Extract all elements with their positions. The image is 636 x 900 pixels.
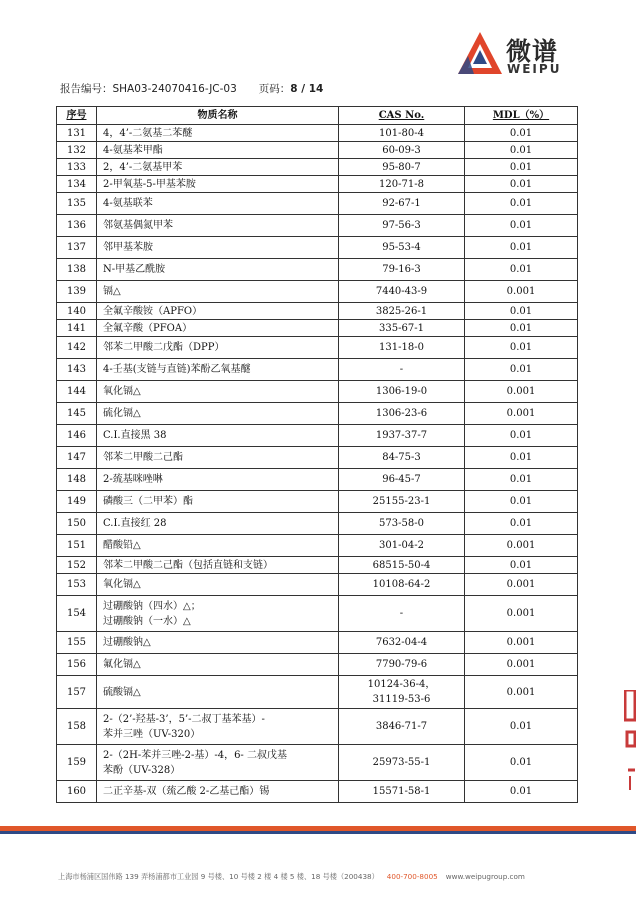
cell-cas-no [339, 303, 465, 320]
table-header-row [57, 107, 578, 125]
cell-substance-name [97, 142, 339, 159]
cell-mdl: 0.01 [465, 176, 578, 193]
cell-seq: 139 [57, 281, 97, 303]
cell-mdl: 0.01 [465, 469, 578, 491]
cas-number-line: 1937-37-7 [375, 430, 428, 441]
cell-mdl: 0.001 [465, 654, 578, 676]
cell-cas-no [339, 359, 465, 381]
cell-mdl: 0.001 [465, 676, 578, 709]
cell-cas-no [339, 535, 465, 557]
company-logo [456, 30, 576, 78]
cell-mdl: 0.01 [465, 259, 578, 281]
header-mdl: MDL（%） [465, 107, 578, 125]
cell-seq: 153 [57, 574, 97, 596]
cell-cas-no [339, 574, 465, 596]
table-row [57, 557, 578, 574]
table-row [57, 425, 578, 447]
substance-name-line: 过硼酸钠（一水）△ [103, 615, 191, 627]
cell-cas-no [339, 654, 465, 676]
substance-name-line: 邻苯二甲酸二己酯 [103, 452, 183, 463]
substance-name-line: 2-（2H-苯并三唑-2-基）-4，6- 二叔戊基 [103, 749, 287, 761]
substance-name-line: 2-（2’-羟基-3’，5’-二叔丁基苯基）- [103, 713, 265, 725]
report-number: SHA03-24070416-JC-03 [112, 83, 237, 95]
cell-seq: 159 [57, 745, 97, 781]
cas-number-line: - [399, 608, 404, 619]
cell-mdl: 0.001 [465, 403, 578, 425]
cell-mdl: 0.001 [465, 596, 578, 632]
cell-cas-no [339, 159, 465, 176]
cell-substance-name [97, 425, 339, 447]
substance-name-line: 4-氨基苯甲酯 [103, 144, 163, 156]
table-row [57, 193, 578, 215]
cas-number-line: 97-56-3 [382, 220, 421, 231]
table-row [57, 596, 578, 632]
cell-mdl: 0.01 [465, 513, 578, 535]
table-row [57, 469, 578, 491]
cell-seq: 155 [57, 632, 97, 654]
substance-name-line: 氧化镉△ [103, 386, 141, 397]
cell-cas-no [339, 709, 465, 745]
cas-number-line: 92-67-1 [382, 198, 421, 209]
cell-seq: 141 [57, 320, 97, 337]
cas-number-line: 573-58-0 [379, 518, 424, 529]
cell-seq: 148 [57, 469, 97, 491]
cell-mdl: 0.01 [465, 447, 578, 469]
cell-mdl: 0.01 [465, 781, 578, 803]
cell-substance-name [97, 281, 339, 303]
table-row [57, 281, 578, 303]
cell-substance-name [97, 596, 339, 632]
cell-cas-no [339, 237, 465, 259]
footer-address: 上海市杨浦区国伟路 139 弄杨浦都市工业园 9 号楼、10 号楼 2 楼 4 楼 5 楼、18 号楼（200438） [58, 872, 379, 881]
cas-number-line: 25973-55-1 [372, 757, 431, 768]
cell-cas-no [339, 337, 465, 359]
cell-substance-name [97, 654, 339, 676]
table-row [57, 709, 578, 745]
table-row [57, 159, 578, 176]
cell-substance-name [97, 193, 339, 215]
cell-mdl: 0.001 [465, 574, 578, 596]
table-row [57, 632, 578, 654]
cell-mdl: 0.01 [465, 193, 578, 215]
substance-name-line: C.I.直接红 28 [103, 518, 167, 529]
cell-seq: 136 [57, 215, 97, 237]
cell-cas-no [339, 381, 465, 403]
cell-mdl: 0.01 [465, 491, 578, 513]
table-row [57, 654, 578, 676]
cell-substance-name [97, 781, 339, 803]
cell-seq: 149 [57, 491, 97, 513]
substance-name-line: 4-壬基(支链与直链)苯酚乙氧基醚 [103, 364, 251, 375]
table-row [57, 337, 578, 359]
cas-number-line: 84-75-3 [382, 452, 421, 463]
cell-mdl: 0.01 [465, 303, 578, 320]
cell-cas-no [339, 425, 465, 447]
cell-cas-no [339, 745, 465, 781]
cell-seq: 132 [57, 142, 97, 159]
cell-substance-name [97, 215, 339, 237]
cell-seq: 156 [57, 654, 97, 676]
cas-number-line: 96-45-7 [382, 474, 421, 485]
substance-name-line: 邻苯二甲酸二己酯（包括直链和支链） [103, 559, 273, 571]
cas-number-line: 68515-50-4 [372, 559, 431, 571]
substance-name-line: 硫化镉△ [103, 408, 141, 419]
cell-seq: 145 [57, 403, 97, 425]
cell-substance-name [97, 320, 339, 337]
cell-seq: 142 [57, 337, 97, 359]
cell-mdl: 0.001 [465, 381, 578, 403]
cas-number-line: 131-18-0 [379, 342, 424, 353]
cell-mdl: 0.01 [465, 159, 578, 176]
table-row [57, 320, 578, 337]
cas-number-line: 25155-23-1 [372, 496, 431, 507]
cell-cas-no [339, 176, 465, 193]
substance-name-line: C.I.直接黑 38 [103, 430, 167, 441]
cas-number-line: 10108-64-2 [372, 579, 431, 590]
substance-name-line: 4-氨基联苯 [103, 198, 153, 209]
substance-name-line: 镉△ [103, 286, 121, 297]
cas-number-line: 3846-71-7 [375, 721, 428, 732]
cell-seq: 154 [57, 596, 97, 632]
header-cas-no: CAS No. [339, 107, 465, 125]
table-row [57, 259, 578, 281]
cell-seq: 152 [57, 557, 97, 574]
cell-substance-name [97, 176, 339, 193]
cell-substance-name [97, 447, 339, 469]
substance-name-line: 磷酸三（二甲苯）酯 [103, 496, 193, 507]
footer-divider-blue [0, 831, 636, 834]
cas-number-line: - [399, 364, 404, 375]
table-row [57, 491, 578, 513]
substance-name-line: 邻苯二甲酸二戊酯（DPP） [103, 342, 225, 353]
logo-english-text: WEIPU [507, 62, 562, 76]
table-row [57, 359, 578, 381]
cell-mdl: 0.01 [465, 215, 578, 237]
substance-name-line: 醋酸铅△ [103, 540, 141, 551]
table-row [57, 781, 578, 803]
cell-cas-no [339, 596, 465, 632]
cell-cas-no [339, 491, 465, 513]
substance-name-line: 苯并三唑（UV-320） [103, 728, 201, 740]
header-seq: 序号 [57, 107, 97, 125]
substance-name-line: 苯酚（UV-328） [103, 764, 181, 776]
cell-seq: 160 [57, 781, 97, 803]
table-row [57, 676, 578, 709]
cell-seq: 151 [57, 535, 97, 557]
table-row [57, 125, 578, 142]
cas-number-line: 95-53-4 [382, 242, 421, 253]
cell-seq: 140 [57, 303, 97, 320]
cell-substance-name [97, 632, 339, 654]
page-number: 8 / 14 [290, 83, 324, 95]
substance-name-line: 4，4’-二氨基二苯醚 [103, 127, 193, 139]
substance-name-line: 2-甲氧基-5-甲基苯胺 [103, 178, 196, 190]
cell-cas-no [339, 259, 465, 281]
footer [58, 872, 525, 882]
cell-substance-name [97, 125, 339, 142]
cell-seq: 144 [57, 381, 97, 403]
cell-cas-no [339, 513, 465, 535]
stamp-fragment-icon [624, 690, 636, 800]
cell-substance-name [97, 303, 339, 320]
table-row [57, 142, 578, 159]
logo-chinese-text: 微谱 [506, 37, 559, 66]
cas-number-line: 31119-53-6 [372, 694, 431, 705]
substance-name-line: 过硼酸钠（四水）△； [103, 600, 201, 612]
table-row [57, 513, 578, 535]
substance-name-line: 二正辛基-双（巯乙酸 2-乙基己酯）锡 [103, 786, 270, 797]
table-row [57, 745, 578, 781]
cell-substance-name [97, 557, 339, 574]
cell-mdl: 0.01 [465, 425, 578, 447]
cell-substance-name [97, 359, 339, 381]
cell-substance-name [97, 709, 339, 745]
cas-number-line: 10124-36-4， [367, 679, 436, 690]
cell-substance-name [97, 745, 339, 781]
cell-seq: 150 [57, 513, 97, 535]
cell-substance-name [97, 403, 339, 425]
cell-substance-name [97, 337, 339, 359]
cell-seq: 138 [57, 259, 97, 281]
cell-cas-no [339, 447, 465, 469]
table-row [57, 447, 578, 469]
cell-cas-no [339, 193, 465, 215]
cell-seq: 146 [57, 425, 97, 447]
cas-number-line: 7790-79-6 [375, 659, 428, 670]
substance-name-line: 2-巯基咪唑啉 [103, 474, 163, 485]
cell-cas-no [339, 320, 465, 337]
cell-substance-name [97, 381, 339, 403]
cell-substance-name [97, 469, 339, 491]
cell-substance-name [97, 535, 339, 557]
cas-number-line: 301-04-2 [379, 540, 424, 551]
substance-name-line: 邻甲基苯胺 [103, 242, 153, 253]
cell-seq: 147 [57, 447, 97, 469]
cell-seq: 131 [57, 125, 97, 142]
cell-mdl: 0.001 [465, 281, 578, 303]
cell-mdl: 0.01 [465, 359, 578, 381]
cell-cas-no [339, 469, 465, 491]
table-row [57, 535, 578, 557]
substance-name-line: 全氟辛酸（PFOA） [103, 322, 193, 334]
table-row [57, 176, 578, 193]
substance-name-line: N-甲基乙酰胺 [103, 264, 166, 275]
substance-name-line: 过硼酸钠△ [103, 637, 151, 648]
cell-substance-name [97, 574, 339, 596]
substance-name-line: 2，4’-二氨基甲苯 [103, 161, 183, 173]
cell-mdl: 0.001 [465, 535, 578, 557]
cell-cas-no [339, 632, 465, 654]
table-row [57, 574, 578, 596]
page-label: 页码： [258, 83, 291, 95]
cell-seq: 157 [57, 676, 97, 709]
substance-name-line: 氧化镉△ [103, 579, 141, 590]
cell-substance-name [97, 513, 339, 535]
cell-mdl: 0.01 [465, 142, 578, 159]
cell-seq: 158 [57, 709, 97, 745]
substance-table [56, 106, 578, 803]
cas-number-line: 101-80-4 [379, 127, 424, 139]
cell-substance-name [97, 491, 339, 513]
cell-cas-no [339, 781, 465, 803]
cas-number-line: 95-80-7 [382, 161, 421, 173]
header-substance-name: 物质名称 [97, 107, 339, 125]
cell-mdl: 0.01 [465, 745, 578, 781]
cas-number-line: 3825-26-1 [375, 305, 428, 317]
report-number-label: 报告编号： [60, 83, 113, 95]
cell-cas-no [339, 281, 465, 303]
cell-mdl: 0.01 [465, 237, 578, 259]
substance-name-line: 全氟辛酸铵（APFO） [103, 305, 203, 317]
cell-substance-name [97, 676, 339, 709]
cas-number-line: 120-71-8 [379, 178, 424, 190]
cell-cas-no [339, 142, 465, 159]
cell-substance-name [97, 259, 339, 281]
cell-seq: 134 [57, 176, 97, 193]
cell-cas-no [339, 676, 465, 709]
cell-substance-name [97, 237, 339, 259]
table-row [57, 381, 578, 403]
table-row [57, 237, 578, 259]
footer-phone: 400-700-8005 [386, 872, 438, 881]
substance-name-line: 硫酸镉△ [103, 686, 141, 698]
cell-mdl: 0.001 [465, 632, 578, 654]
table-row [57, 215, 578, 237]
cas-number-line: 7440-43-9 [375, 286, 428, 297]
cell-mdl: 0.01 [465, 125, 578, 142]
weipu-logo-icon [456, 30, 504, 76]
cas-number-line: 60-09-3 [382, 144, 421, 156]
cell-cas-no [339, 125, 465, 142]
substance-name-line: 邻氨基偶氮甲苯 [103, 220, 173, 231]
cell-cas-no [339, 403, 465, 425]
report-info-line [60, 81, 323, 96]
substance-name-line: 氟化镉△ [103, 659, 141, 670]
cas-number-line: 335-67-1 [379, 322, 424, 334]
cell-cas-no [339, 557, 465, 574]
cell-mdl: 0.01 [465, 337, 578, 359]
table-body [57, 125, 578, 803]
cell-seq: 135 [57, 193, 97, 215]
cell-substance-name [97, 159, 339, 176]
cell-mdl: 0.01 [465, 557, 578, 574]
cell-mdl: 0.01 [465, 709, 578, 745]
cas-number-line: 7632-04-4 [375, 637, 428, 648]
footer-website[interactable]: www.weipugroup.com [445, 872, 525, 881]
cell-seq: 137 [57, 237, 97, 259]
cell-seq: 143 [57, 359, 97, 381]
table-row [57, 403, 578, 425]
cell-mdl: 0.01 [465, 320, 578, 337]
table-row [57, 303, 578, 320]
cas-number-line: 1306-23-6 [375, 408, 428, 419]
cas-number-line: 79-16-3 [382, 264, 421, 275]
cell-seq: 133 [57, 159, 97, 176]
cas-number-line: 15571-58-1 [372, 786, 431, 797]
cell-cas-no [339, 215, 465, 237]
cas-number-line: 1306-19-0 [375, 386, 428, 397]
